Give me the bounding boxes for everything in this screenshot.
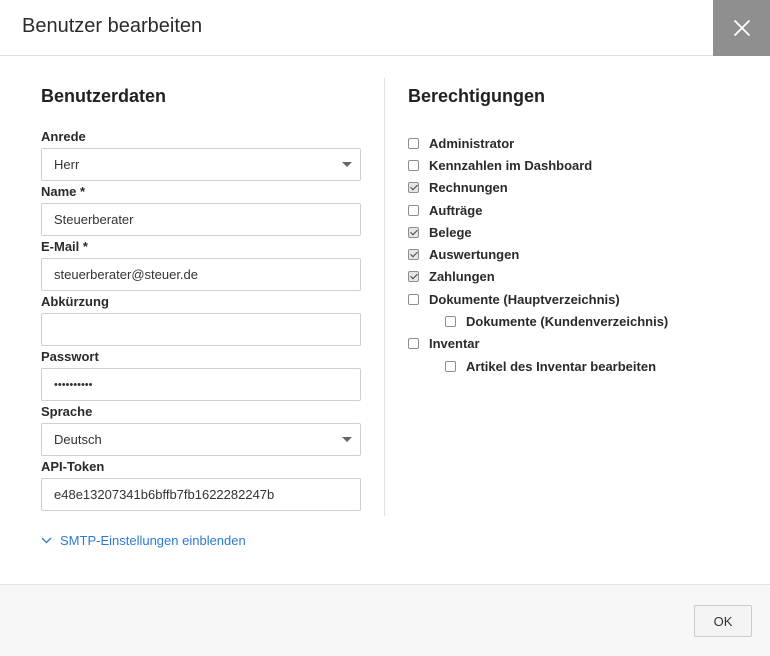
language-label: Sprache bbox=[41, 404, 93, 419]
permission-checkbox[interactable] bbox=[445, 361, 456, 372]
permissions-list bbox=[408, 132, 748, 377]
permission-item bbox=[408, 199, 748, 221]
permission-item bbox=[408, 177, 748, 199]
email-field[interactable] bbox=[42, 259, 360, 290]
api-token-field-box bbox=[41, 478, 361, 511]
abbreviation-label: Abkürzung bbox=[41, 294, 109, 309]
email-field-box bbox=[41, 258, 361, 291]
smtp-settings-toggle[interactable] bbox=[41, 533, 246, 548]
abbreviation-field[interactable] bbox=[42, 314, 360, 345]
name-field-box bbox=[41, 203, 361, 236]
email-label: E-Mail * bbox=[41, 239, 88, 254]
permission-item bbox=[408, 132, 748, 154]
permission-checkbox[interactable] bbox=[408, 182, 419, 193]
smtp-settings-label: SMTP-Einstellungen einblenden bbox=[60, 533, 246, 548]
permission-label: Aufträge bbox=[429, 202, 483, 218]
permission-item bbox=[408, 243, 748, 265]
password-field[interactable] bbox=[42, 369, 360, 400]
salutation-select[interactable] bbox=[41, 148, 361, 181]
api-token-group bbox=[41, 456, 361, 511]
permission-label: Rechnungen bbox=[429, 180, 508, 196]
permission-item bbox=[408, 221, 748, 243]
name-label: Name * bbox=[41, 184, 86, 199]
permission-checkbox[interactable] bbox=[408, 271, 419, 282]
permission-checkbox[interactable] bbox=[408, 205, 419, 216]
permission-item bbox=[408, 310, 748, 332]
chevron-down-icon bbox=[342, 162, 352, 167]
password-label: Passwort bbox=[41, 349, 99, 364]
permission-label: Zahlungen bbox=[429, 269, 495, 285]
permissions-section bbox=[408, 76, 748, 377]
dialog-header bbox=[0, 0, 770, 56]
close-button[interactable] bbox=[713, 0, 770, 56]
permission-item bbox=[408, 288, 748, 310]
language-group bbox=[41, 401, 361, 456]
column-divider bbox=[384, 78, 385, 516]
language-select[interactable] bbox=[41, 423, 361, 456]
permission-label: Inventar bbox=[429, 336, 480, 352]
permission-checkbox[interactable] bbox=[408, 160, 419, 171]
permission-label: Administrator bbox=[429, 135, 515, 151]
abbreviation-field-box bbox=[41, 313, 361, 346]
email-group bbox=[41, 236, 361, 291]
permission-checkbox[interactable] bbox=[408, 138, 419, 149]
permission-checkbox[interactable] bbox=[408, 294, 419, 305]
permission-label: Auswertungen bbox=[429, 247, 520, 263]
salutation-group bbox=[41, 126, 361, 181]
name-group bbox=[41, 181, 361, 236]
permission-item bbox=[408, 355, 748, 377]
permission-item bbox=[408, 154, 748, 176]
permission-checkbox[interactable] bbox=[408, 227, 419, 238]
dialog-title: Benutzer bearbeiten bbox=[22, 15, 203, 37]
permission-label: Dokumente (Kundenverzeichnis) bbox=[466, 314, 669, 330]
chevron-down-icon bbox=[342, 437, 352, 442]
permission-item bbox=[408, 333, 748, 355]
salutation-value: Herr bbox=[54, 157, 80, 172]
password-field-box bbox=[41, 368, 361, 401]
permission-label: Dokumente (Hauptverzeichnis) bbox=[429, 291, 620, 307]
user-data-section bbox=[41, 76, 361, 511]
ok-button[interactable]: OK bbox=[694, 605, 752, 637]
chevron-down-icon bbox=[41, 537, 52, 544]
permission-checkbox[interactable] bbox=[445, 316, 456, 327]
permission-item bbox=[408, 266, 748, 288]
salutation-label: Anrede bbox=[41, 129, 86, 144]
name-field[interactable] bbox=[42, 204, 360, 235]
user-data-title: Benutzerdaten bbox=[41, 86, 167, 106]
api-token-label: API-Token bbox=[41, 459, 105, 474]
permission-label: Belege bbox=[429, 224, 472, 240]
api-token-field[interactable] bbox=[42, 479, 360, 510]
permission-label: Kennzahlen im Dashboard bbox=[429, 157, 593, 173]
permissions-title: Berechtigungen bbox=[408, 86, 546, 106]
language-value: Deutsch bbox=[54, 432, 102, 447]
permission-label: Artikel des Inventar bearbeiten bbox=[466, 358, 657, 374]
permission-checkbox[interactable] bbox=[408, 249, 419, 260]
abbreviation-group bbox=[41, 291, 361, 346]
dialog-footer bbox=[0, 584, 770, 656]
permission-checkbox[interactable] bbox=[408, 338, 419, 349]
close-icon bbox=[733, 19, 751, 37]
password-group bbox=[41, 346, 361, 401]
